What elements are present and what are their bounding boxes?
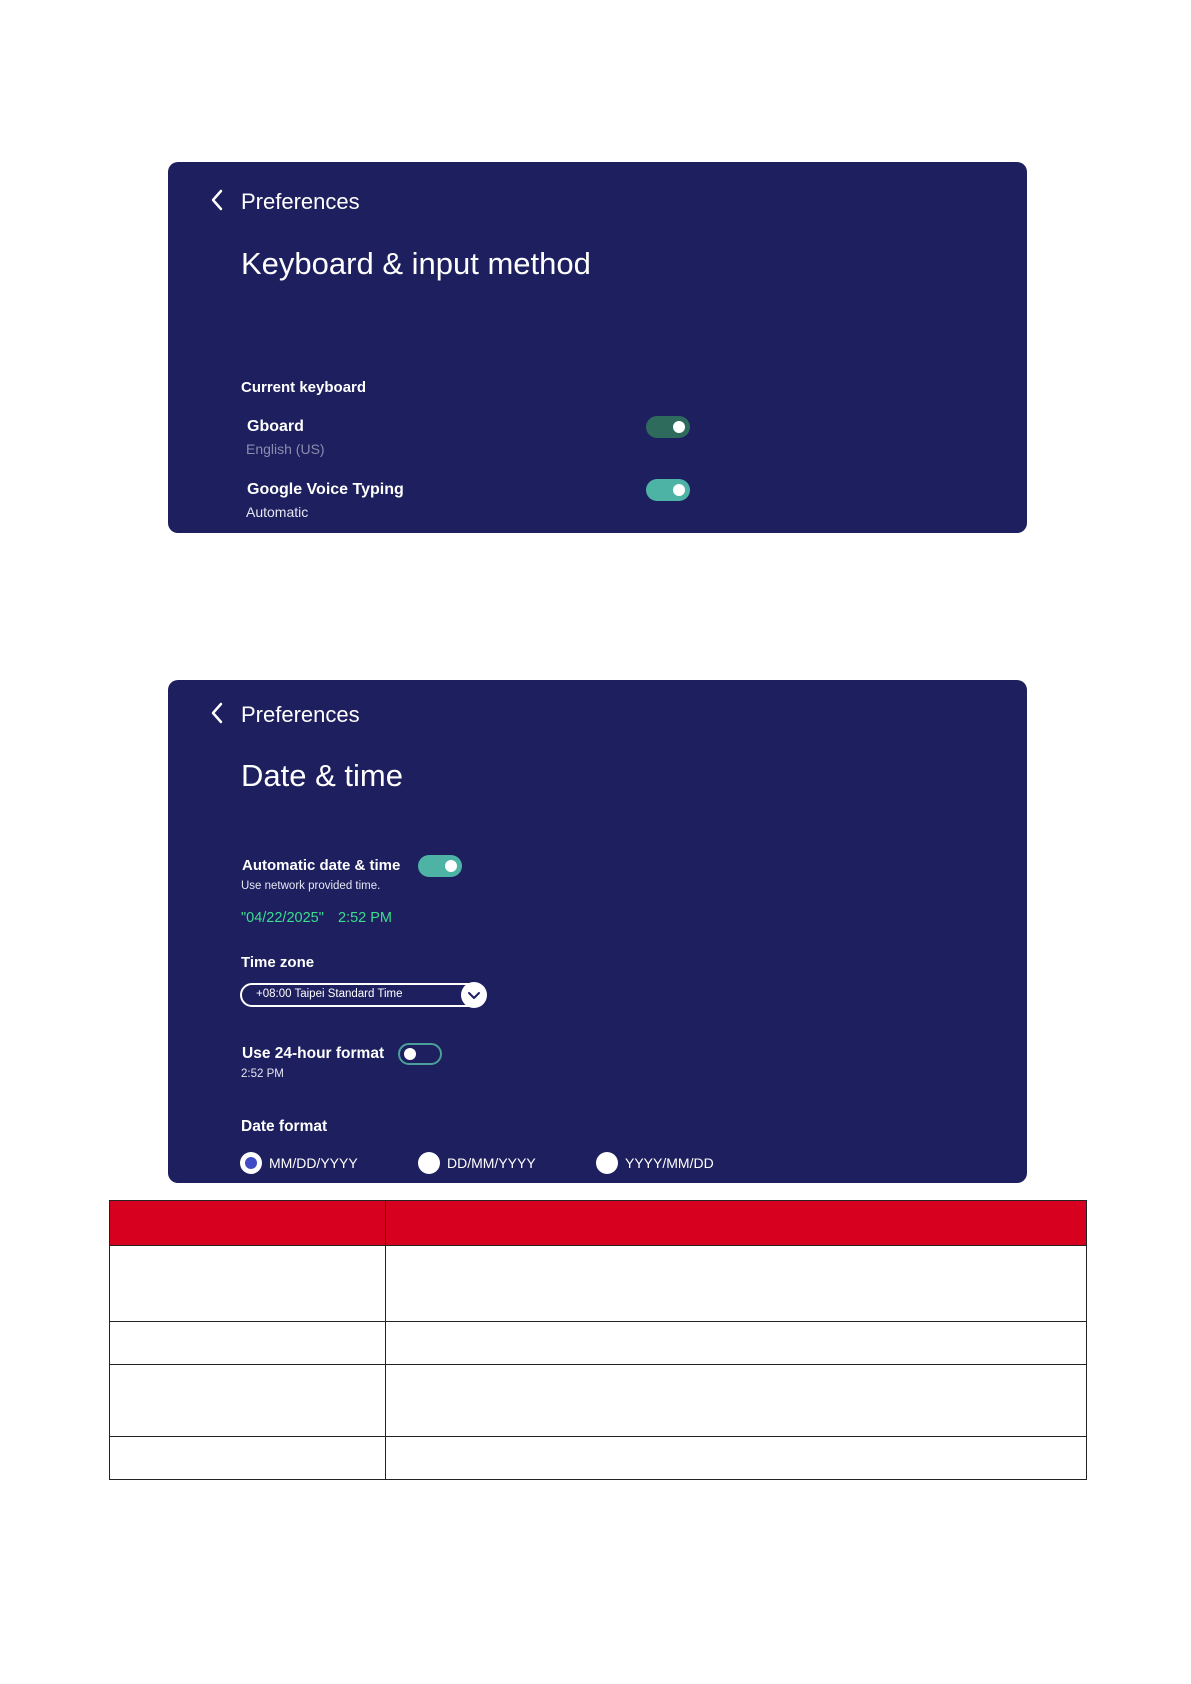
keyboard-item-gboard-subtitle: English (US): [246, 441, 325, 457]
section-label-current-keyboard: Current keyboard: [241, 379, 367, 396]
date-format-option-label[interactable]: DD/MM/YYYY: [447, 1155, 536, 1171]
table-cell: [386, 1322, 1087, 1365]
page-title: Keyboard & input method: [241, 246, 591, 281]
datetime-settings-panel: [168, 680, 1027, 1183]
auto-datetime-title[interactable]: Automatic date & time: [242, 857, 401, 874]
keyboard-item-voice-title[interactable]: Google Voice Typing: [247, 481, 404, 498]
voice-typing-toggle[interactable]: [646, 479, 690, 501]
table-row: [110, 1322, 1087, 1365]
table-cell: [110, 1437, 386, 1480]
auto-datetime-subtitle: Use network provided time.: [241, 880, 381, 892]
date-format-option-label[interactable]: YYYY/MM/DD: [625, 1155, 714, 1171]
table-header-row: [110, 1201, 1087, 1246]
table-cell: [386, 1365, 1087, 1437]
date-format-radio-ddmmyyyy[interactable]: [418, 1152, 440, 1174]
breadcrumb[interactable]: Preferences: [241, 702, 360, 727]
hour24-subtitle: 2:52 PM: [241, 1068, 284, 1080]
chevron-down-icon[interactable]: [461, 982, 487, 1008]
table-cell: [386, 1246, 1087, 1322]
table-row: [110, 1246, 1087, 1322]
timezone-select[interactable]: [240, 983, 486, 1007]
back-arrow-icon[interactable]: [208, 188, 228, 212]
auto-datetime-toggle[interactable]: [418, 855, 462, 877]
table-cell: [110, 1365, 386, 1437]
current-time: 2:52 PM: [338, 910, 392, 926]
page-title: Date & time: [241, 758, 403, 793]
timezone-value: +08:00 Taipei Standard Time: [256, 988, 403, 1000]
table-row: [110, 1437, 1087, 1480]
breadcrumb[interactable]: Preferences: [241, 189, 360, 214]
description-table: [109, 1200, 1087, 1480]
back-arrow-icon[interactable]: [208, 701, 228, 725]
keyboard-item-voice-subtitle: Automatic: [246, 504, 309, 520]
table-row: [110, 1365, 1087, 1437]
keyboard-settings-panel: [168, 162, 1027, 533]
table-cell: [110, 1322, 386, 1365]
hour24-title[interactable]: Use 24-hour format: [242, 1045, 385, 1062]
keyboard-item-gboard-title[interactable]: Gboard: [247, 418, 304, 435]
hour24-toggle[interactable]: [398, 1043, 442, 1065]
date-format-radio-mmddyyyy[interactable]: [240, 1152, 262, 1174]
table-header-cell: [386, 1201, 1087, 1246]
table-header-cell: [110, 1201, 386, 1246]
table-cell: [386, 1437, 1087, 1480]
gboard-toggle[interactable]: [646, 416, 690, 438]
current-date: "04/22/2025": [241, 910, 324, 926]
table-cell: [110, 1246, 386, 1322]
date-format-label: Date format: [241, 1118, 328, 1135]
timezone-label: Time zone: [241, 954, 315, 971]
date-format-radio-yyyymmdd[interactable]: [596, 1152, 618, 1174]
date-format-option-label[interactable]: MM/DD/YYYY: [269, 1155, 358, 1171]
